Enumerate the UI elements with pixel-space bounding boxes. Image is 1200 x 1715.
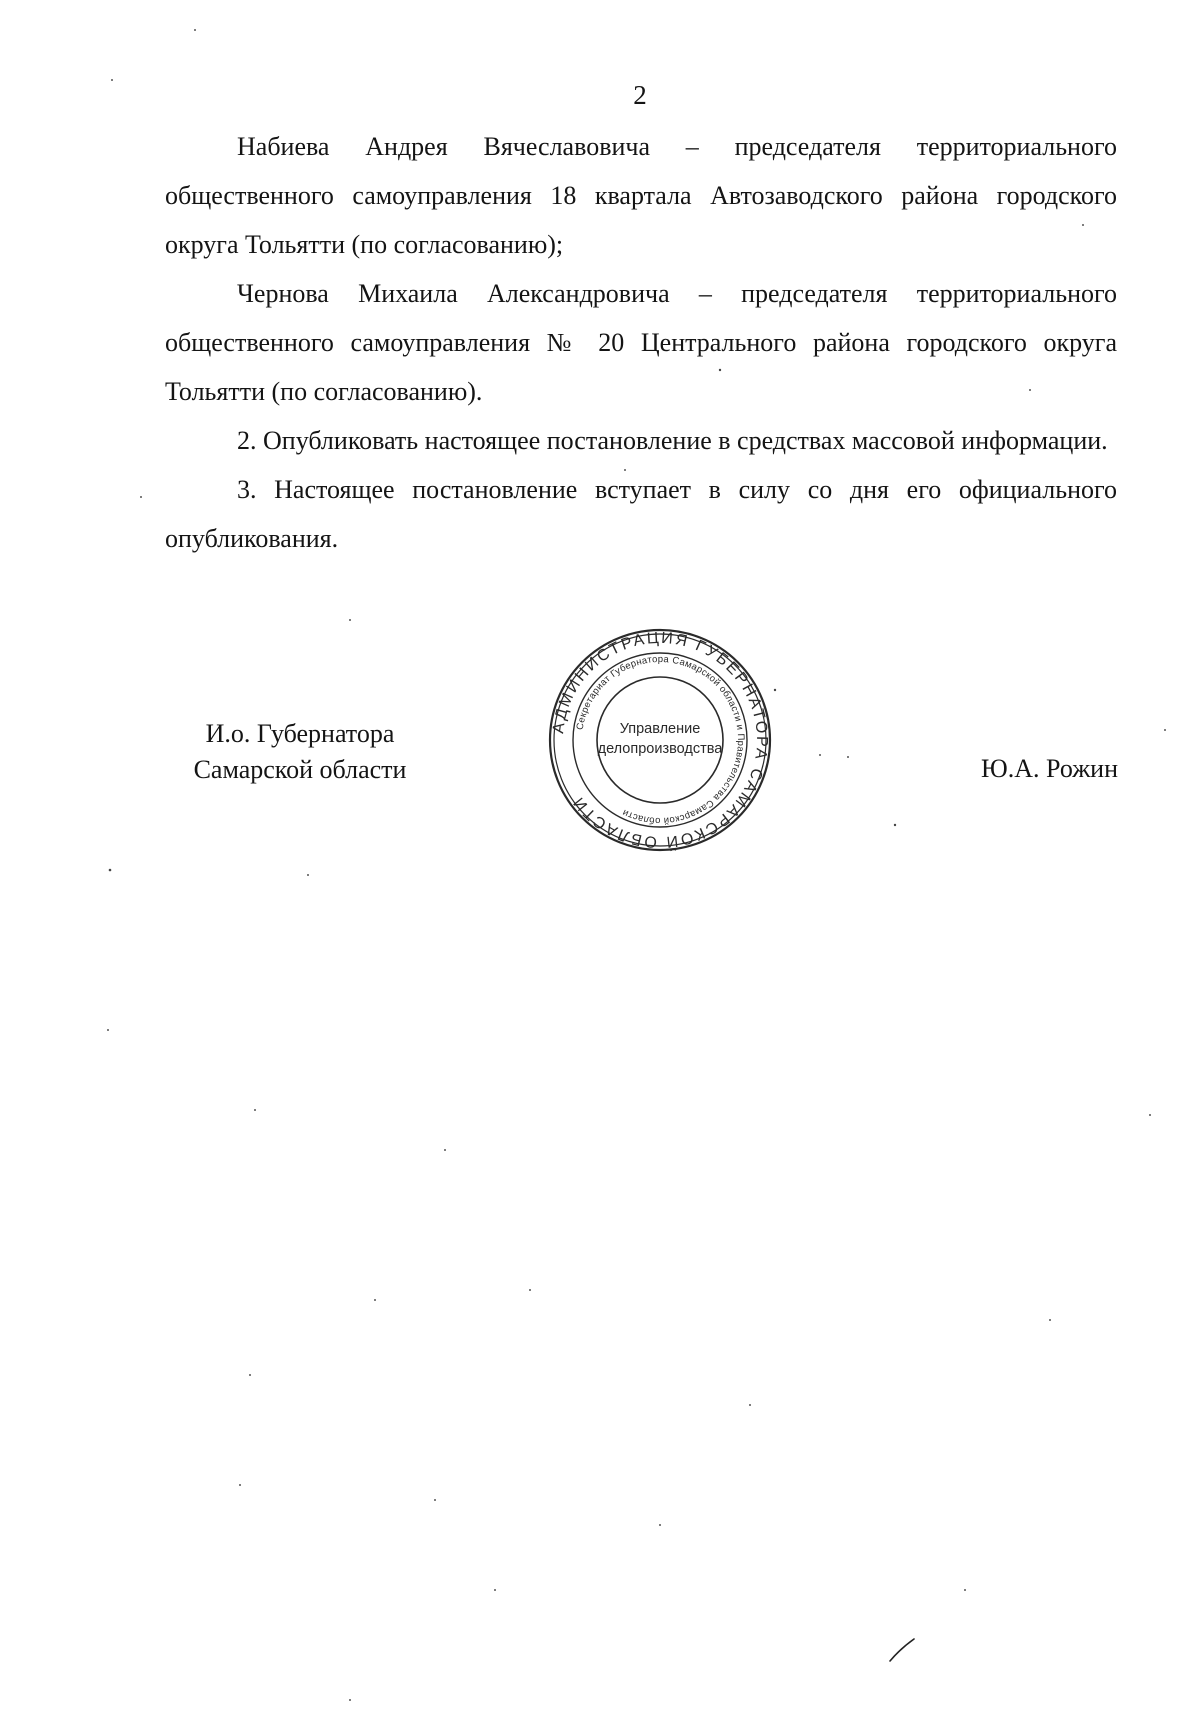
- official-seal: [545, 625, 775, 855]
- signatory-position-line1: И.о. Губернатора: [205, 719, 395, 748]
- signatory-position-line2: Самарской области: [193, 755, 407, 784]
- seal-inner-text: Секретариат Губернатора Самарской области и Правительства Самарской области: [574, 653, 747, 827]
- pen-stroke-mark: [888, 1635, 918, 1665]
- signatory-name: Ю.А. Рожин: [981, 754, 1118, 783]
- page-number: 2: [633, 80, 647, 110]
- seal-center-line1: Управление: [619, 721, 701, 737]
- seal-center-line2: делопроизводства: [597, 741, 723, 757]
- paragraph-nabiev: Набиева Андрея Вячеславовича – председателя территориального общественного самоуправления 18 квартала Автозаводского района городского округа Тольятти (по согласованию);: [165, 132, 1117, 259]
- document-body: [165, 122, 1117, 563]
- signatory-position: [165, 716, 435, 788]
- paragraph-chernov: Чернова Михаила Александровича – председателя территориального общественного самоуправления № 20 Центрального района городского округа Тольятти (по согласованию).: [165, 279, 1117, 406]
- paragraph-publish: 2. Опубликовать настоящее постановление в средствах массовой информации.: [237, 426, 1108, 455]
- paragraph-effective-date: 3. Настоящее постановление вступает в силу со дня его официального опубликования.: [165, 475, 1117, 553]
- seal-outer-text: АДМИНИСТРАЦИЯ ГУБЕРНАТОРА САМАРСКОЙ ОБЛАСТИ: [550, 629, 771, 851]
